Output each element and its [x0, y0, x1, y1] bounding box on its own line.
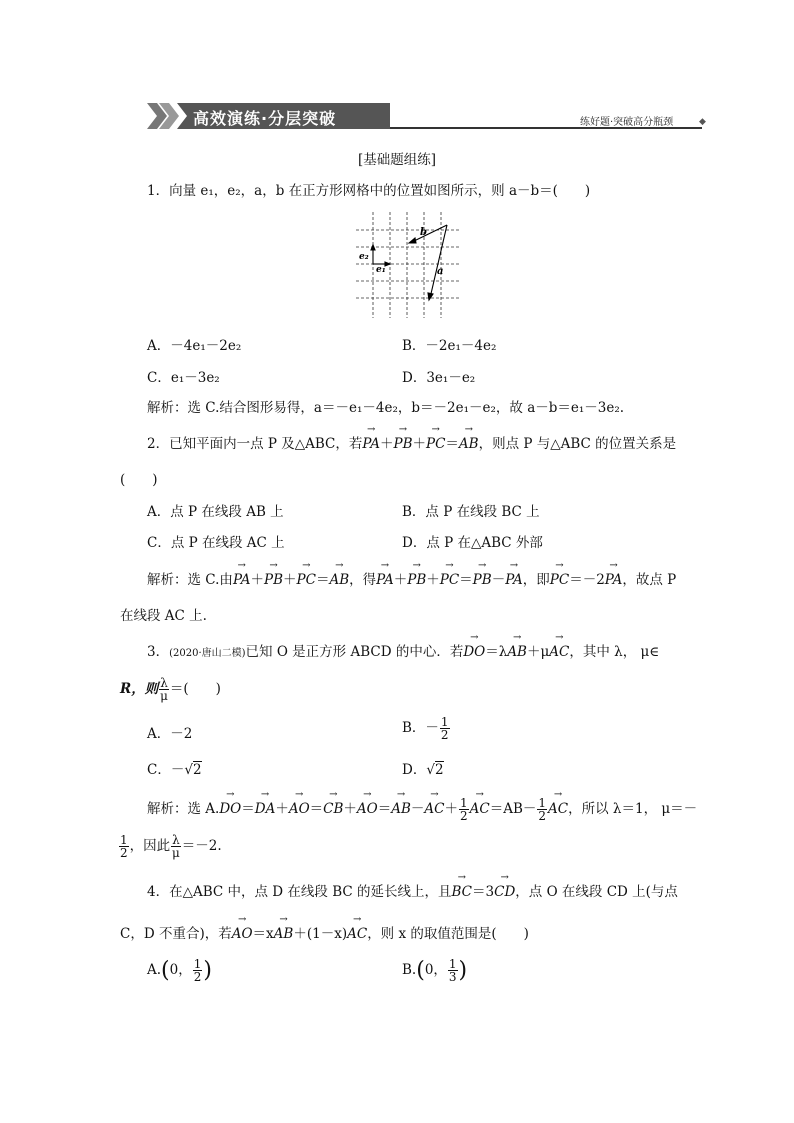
banner-title: 高效演练·分层突破 [193, 109, 337, 128]
q3-solution: 解析：选 A.→ DO＝→ DA＋→ AO＝→ CB＋→ AO＝→ AB－→ AC＋ $\frac{1}{2}$ → AC＝AB－ $\frac{1}{2}$ → AC，所以 λ＝1， μ＝－ [147, 797, 697, 822]
diamond-icon: ◆ [699, 117, 706, 127]
q2-paren: ( ) [120, 472, 158, 488]
q1-stem: 1．向量 e₁，e₂，a，b 在正方形网格中的位置如图所示，则 a－b＝( ) [147, 183, 591, 199]
q1-option-c: C．e₁－3e₂ [147, 370, 220, 386]
q2-option-c: C．点 P 在线段 AC 上 [147, 535, 285, 551]
q1-option-b: B．－2e₁－4e₂ [402, 338, 497, 354]
q1-grid-figure [352, 210, 464, 320]
header-tag: 练好题·突破高分瓶颈 [580, 117, 674, 128]
q2-option-b: B．点 P 在线段 BC 上 [402, 504, 540, 520]
q2-stem: 2．已知平面内一点 P 及△ABC，若→ PA＋→ PB＋→ PC＝→ AB，则点 P 与△ABC 的位置关系是 [147, 432, 676, 452]
label-e2: e₂ [359, 252, 369, 262]
q1-solution: 解析：选 C.结合图形易得，a＝－e₁－4e₂，b＝－2e₁－e₂，故 a－b＝e₁－3e₂. [147, 400, 625, 416]
q3-stem-cont: R，则 $\frac{\lambda}{\mu}$ ＝( ) [120, 676, 221, 703]
label-b: b [420, 227, 427, 238]
q2-option-d: D．点 P 在△ABC 外部 [402, 535, 543, 551]
q2-solution-cont: 在线段 AC 上. [120, 608, 207, 624]
q4-option-a: A.(0， $\frac{1}{2}$ ) [147, 957, 212, 984]
section-title: [基础题组练] [357, 152, 437, 168]
q3-option-a: A．－2 [147, 726, 193, 742]
q3-option-d: D．√2 [402, 762, 444, 778]
label-a: a [437, 266, 444, 277]
q3-option-b: B．－ $\frac{1}{2}$ [402, 715, 449, 742]
q4-option-b: B.(0， $\frac{1}{3}$ ) [402, 957, 468, 984]
q1-option-d: D．3e₁－e₂ [402, 370, 476, 386]
q3-option-c: C．－√2 [147, 762, 202, 778]
q3-stem: 3．(2020·唐山二模)已知 O 是正方形 ABCD 的中心．若→ DO＝λ→ AB＋μ→ AC，其中 λ， μ∈ [147, 640, 659, 660]
q4-stem-cont: C，D 不重合)，若→ AO＝x→ AB＋(1－x)→ AC，则 x 的取值范围是( ) [120, 922, 529, 942]
q2-solution: 解析：选 C.由→ PA＋→ PB＋→ PC＝→ AB，得→ PA＋→ PB＋→ PC＝→ PB－→ PA，即→ PC＝－2→ PA，故点 P [147, 568, 676, 588]
q3-solution-cont: $\frac{1}{2}$ ，因此 $\frac{\lambda}{\mu}$ ＝－2. [120, 833, 222, 860]
q2-option-a: A．点 P 在线段 AB 上 [147, 504, 284, 520]
q4-stem: 4．在△ABC 中，点 D 在线段 BC 的延长线上，且→ BC＝3→ CD，点 O 在线段 CD 上(与点 [147, 880, 678, 900]
label-e1: e₁ [376, 265, 386, 275]
q1-option-a: A．－4e₁－2e₂ [147, 338, 242, 354]
